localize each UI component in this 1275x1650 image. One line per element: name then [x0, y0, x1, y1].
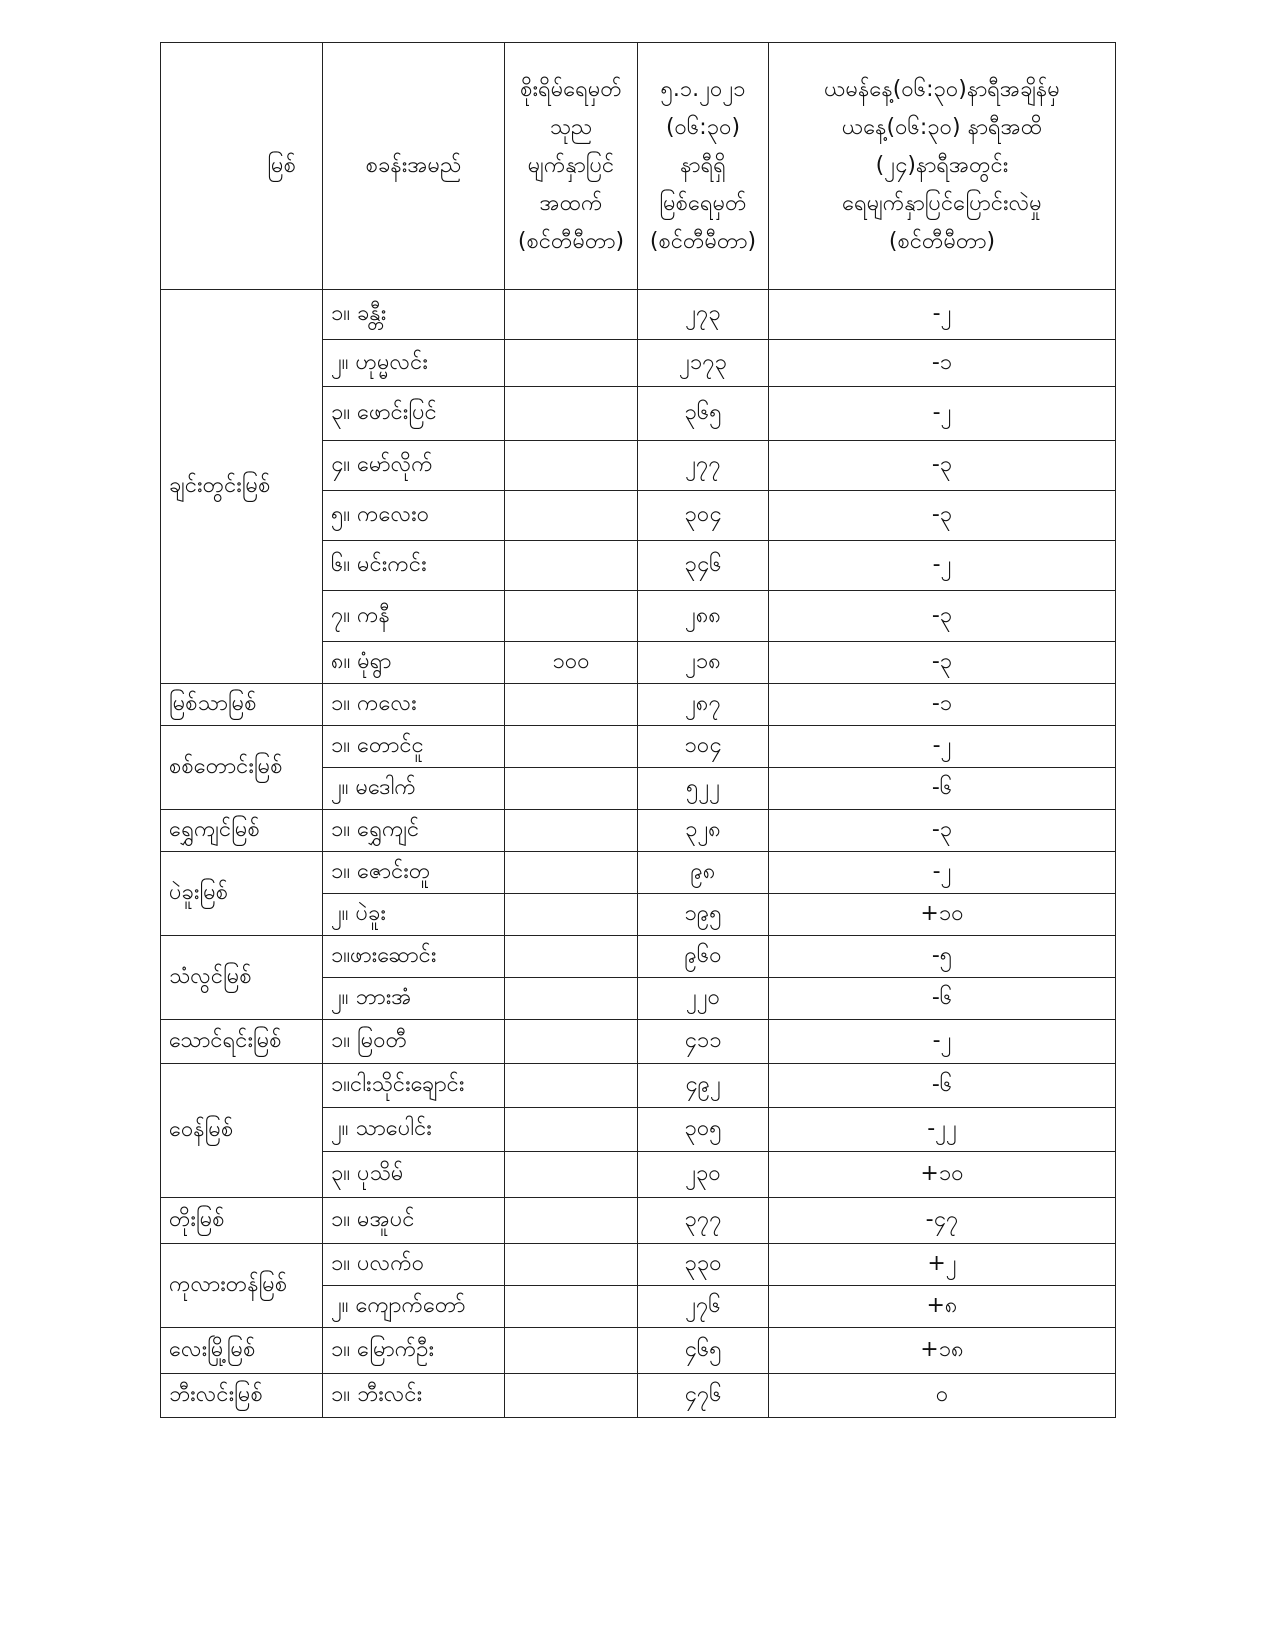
header-station: စခန်းအမည် — [323, 43, 505, 290]
table-row — [161, 1244, 1116, 1286]
water-level-cell: ၉၆၀ — [638, 936, 769, 978]
water-level-cell: ၃၇၇ — [638, 1198, 769, 1244]
danger-level-cell — [505, 387, 638, 441]
river-level-table — [160, 42, 1116, 1418]
change-cell: -၂ — [769, 387, 1116, 441]
river-name-cell: သောင်ရင်းမြစ် — [161, 1020, 323, 1064]
header-level-line: (၀၆:၃၀) — [665, 115, 741, 140]
danger-level-cell — [505, 1064, 638, 1108]
header-level-line: (စင်တီမီတာ) — [649, 229, 757, 254]
danger-level-cell — [505, 491, 638, 541]
danger-level-cell — [505, 1020, 638, 1064]
change-cell: -၃ — [769, 810, 1116, 852]
water-level-cell: ၃၆၅ — [638, 387, 769, 441]
river-name-cell: ရွှေကျင်မြစ် — [161, 810, 323, 852]
station-name-cell: ၂။ ဘားအံ — [323, 978, 505, 1020]
change-cell: -၁ — [769, 340, 1116, 387]
water-level-cell: ၂၃၀ — [638, 1152, 769, 1198]
change-cell: -၃ — [769, 441, 1116, 491]
river-name-cell: ဘီးလင်းမြစ် — [161, 1374, 323, 1418]
water-level-cell: ၂၁၈ — [638, 642, 769, 684]
header-danger-level — [505, 43, 638, 290]
danger-level-cell: ၁၀၀ — [505, 642, 638, 684]
header-change-line: ရေမျက်နှာပြင်ပြောင်းလဲမှု — [842, 191, 1042, 216]
danger-level-cell — [505, 726, 638, 768]
station-name-cell: ၆။ မင်းကင်း — [323, 541, 505, 591]
header-level-line: နာရီရှိ — [680, 153, 726, 178]
water-level-cell: ၅၂၂ — [638, 768, 769, 810]
water-level-cell: ၄၉၂ — [638, 1064, 769, 1108]
change-cell: +၁၀ — [769, 894, 1116, 936]
table-row — [161, 810, 1116, 852]
water-level-cell: ၄၆၅ — [638, 1328, 769, 1374]
water-level-cell: ၃၀၄ — [638, 491, 769, 541]
header-water-level — [638, 43, 769, 290]
table-row — [161, 726, 1116, 768]
table-row — [161, 1328, 1116, 1374]
change-cell: +၈ — [769, 1286, 1116, 1328]
station-name-cell: ၁။ ကလေး — [323, 684, 505, 726]
header-danger-line: အထက် — [539, 191, 603, 216]
water-level-cell: ၄၇၆ — [638, 1374, 769, 1418]
change-cell: -၆ — [769, 1064, 1116, 1108]
danger-level-cell — [505, 978, 638, 1020]
table-row — [161, 1020, 1116, 1064]
danger-level-cell — [505, 1198, 638, 1244]
water-level-cell: ၉၈ — [638, 852, 769, 894]
station-name-cell: ၁။ ဘီးလင်း — [323, 1374, 505, 1418]
danger-level-cell — [505, 852, 638, 894]
danger-level-cell — [505, 936, 638, 978]
water-level-cell: ၂၂၀ — [638, 978, 769, 1020]
change-cell: +၁၀ — [769, 1152, 1116, 1198]
danger-level-cell — [505, 340, 638, 387]
table-row — [161, 290, 1116, 340]
station-name-cell: ၃။ ပုသိမ် — [323, 1152, 505, 1198]
danger-level-cell — [505, 768, 638, 810]
river-name-cell: လေးမြို့မြစ် — [161, 1328, 323, 1374]
water-level-cell: ၄၁၁ — [638, 1020, 769, 1064]
header-24h-change — [769, 43, 1116, 290]
change-cell: -၃ — [769, 642, 1116, 684]
station-name-cell: ၂။ မဒေါက် — [323, 768, 505, 810]
water-level-cell: ၁၉၅ — [638, 894, 769, 936]
river-name-cell: ပဲခူးမြစ် — [161, 852, 323, 936]
station-name-cell: ၁။ ရွှေကျင် — [323, 810, 505, 852]
station-name-cell: ၂။ ဟုမ္မလင်း — [323, 340, 505, 387]
water-level-cell: ၃၄၆ — [638, 541, 769, 591]
station-name-cell: ၁။ ဇောင်းတူ — [323, 852, 505, 894]
table-row — [161, 1064, 1116, 1108]
river-name-cell: စစ်တောင်းမြစ် — [161, 726, 323, 810]
danger-level-cell — [505, 591, 638, 642]
change-cell: -၆ — [769, 768, 1116, 810]
water-level-cell: ၂၈၈ — [638, 591, 769, 642]
change-cell: +၂ — [769, 1244, 1116, 1286]
water-level-cell: ၂၇၆ — [638, 1286, 769, 1328]
station-name-cell: ၁။ မြဝတီ — [323, 1020, 505, 1064]
water-level-cell: ၂၇၃ — [638, 290, 769, 340]
change-cell: -၂ — [769, 726, 1116, 768]
river-name-cell: မြစ်သာမြစ် — [161, 684, 323, 726]
header-row — [161, 43, 1116, 290]
station-name-cell: ၁။ တောင်ငူ — [323, 726, 505, 768]
danger-level-cell — [505, 1244, 638, 1286]
station-name-cell: ၈။ မုံရွာ — [323, 642, 505, 684]
change-cell: -၃ — [769, 591, 1116, 642]
change-cell: -၂ — [769, 290, 1116, 340]
danger-level-cell — [505, 1286, 638, 1328]
header-river: မြစ် — [161, 43, 323, 290]
river-name-cell: ချင်းတွင်းမြစ် — [161, 290, 323, 684]
danger-level-cell — [505, 441, 638, 491]
change-cell: -၄၇ — [769, 1198, 1116, 1244]
station-name-cell: ၂။ ပဲခူး — [323, 894, 505, 936]
danger-level-cell — [505, 1328, 638, 1374]
river-name-cell: တိုးမြစ် — [161, 1198, 323, 1244]
header-danger-line: သုည — [549, 115, 593, 140]
change-cell: -၂ — [769, 541, 1116, 591]
table-row — [161, 1198, 1116, 1244]
table-row — [161, 1374, 1116, 1418]
table-row — [161, 852, 1116, 894]
water-level-cell: ၂၁၇၃ — [638, 340, 769, 387]
river-name-cell: ဝေန်မြစ် — [161, 1064, 323, 1198]
change-cell: -၆ — [769, 978, 1116, 1020]
header-change-line: (စင်တီမီတာ) — [888, 229, 996, 254]
change-cell: -၂၂ — [769, 1108, 1116, 1152]
station-name-cell: ၁။ မြောက်ဦး — [323, 1328, 505, 1374]
header-change-line: ယမန်နေ့(၀၆:၃၀)နာရီအချိန်မှ — [824, 77, 1060, 102]
station-name-cell: ၁။ဖားဆောင်း — [323, 936, 505, 978]
station-name-cell: ၁။ ပလက်ဝ — [323, 1244, 505, 1286]
station-name-cell: ၁။ ခန္တီး — [323, 290, 505, 340]
danger-level-cell — [505, 810, 638, 852]
water-level-cell: ၃၀၅ — [638, 1108, 769, 1152]
station-name-cell: ၂။ ကျောက်တော် — [323, 1286, 505, 1328]
river-name-cell: သံလွင်မြစ် — [161, 936, 323, 1020]
header-change-line: ယနေ့(၀၆:၃၀) နာရီအထိ — [841, 115, 1043, 140]
station-name-cell: ၁။ငါးသိုင်းချောင်း — [323, 1064, 505, 1108]
station-name-cell: ၇။ ကနီ — [323, 591, 505, 642]
change-cell: -၂ — [769, 852, 1116, 894]
table-row — [161, 684, 1116, 726]
change-cell: +၁၈ — [769, 1328, 1116, 1374]
change-cell: -၅ — [769, 936, 1116, 978]
danger-level-cell — [505, 894, 638, 936]
station-name-cell: ၂။ သာပေါင်း — [323, 1108, 505, 1152]
danger-level-cell — [505, 541, 638, 591]
water-level-cell: ၁၀၄ — [638, 726, 769, 768]
water-level-cell: ၂၈၇ — [638, 684, 769, 726]
change-cell: -၃ — [769, 491, 1116, 541]
river-name-cell: ကုလားတန်မြစ် — [161, 1244, 323, 1328]
station-name-cell: ၃။ ဖောင်းပြင် — [323, 387, 505, 441]
danger-level-cell — [505, 290, 638, 340]
danger-level-cell — [505, 1374, 638, 1418]
station-name-cell: ၅။ ကလေးဝ — [323, 491, 505, 541]
water-level-cell: ၃၃၀ — [638, 1244, 769, 1286]
water-level-cell: ၃၂၈ — [638, 810, 769, 852]
station-name-cell: ၄။ မော်လိုက် — [323, 441, 505, 491]
header-danger-line: မျက်နှာပြင် — [527, 153, 615, 178]
danger-level-cell — [505, 1152, 638, 1198]
danger-level-cell — [505, 684, 638, 726]
change-cell: ၀ — [769, 1374, 1116, 1418]
table-header — [161, 43, 1116, 290]
header-change-line: (၂၄)နာရီအတွင်း — [875, 153, 1009, 178]
table-body — [161, 290, 1116, 1418]
header-danger-line: စိုးရိမ်ရေမှတ် — [520, 77, 622, 102]
header-level-line: ၅.၁.၂၀၂၁ — [660, 77, 746, 102]
change-cell: -၁ — [769, 684, 1116, 726]
danger-level-cell — [505, 1108, 638, 1152]
table-row — [161, 936, 1116, 978]
header-danger-line: (စင်တီမီတာ) — [517, 229, 625, 254]
water-level-cell: ၂၇၇ — [638, 441, 769, 491]
change-cell: -၂ — [769, 1020, 1116, 1064]
header-level-line: မြစ်ရေမှတ် — [659, 191, 747, 216]
station-name-cell: ၁။ မအူပင် — [323, 1198, 505, 1244]
